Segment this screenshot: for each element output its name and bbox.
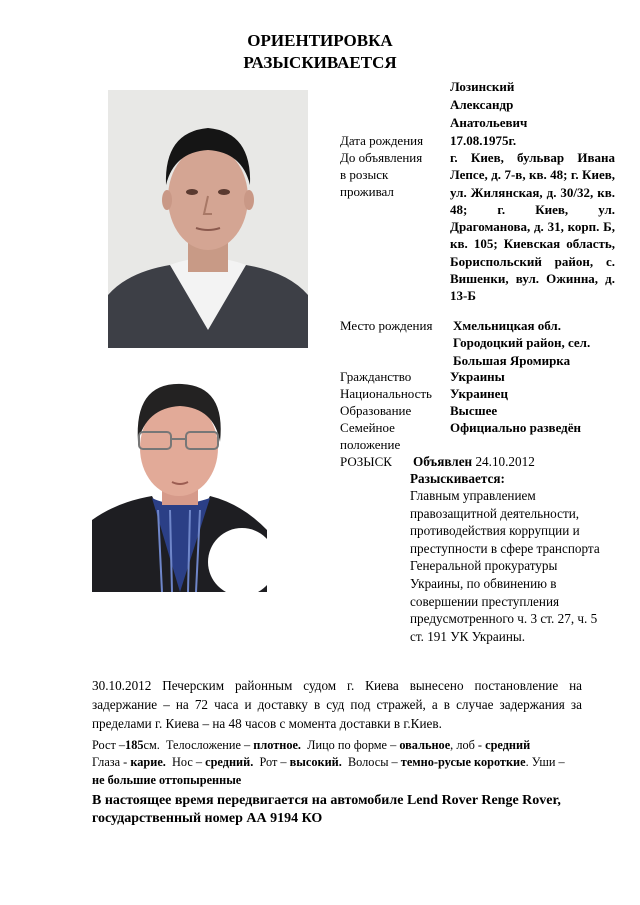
mouth-value: высокий. xyxy=(289,755,342,770)
build-label: Телосложение – xyxy=(165,738,251,752)
height-label: Рост – xyxy=(92,738,126,752)
photo-portrait-2 xyxy=(92,370,267,592)
hair-value: темно-русые короткие xyxy=(400,755,526,770)
birth-date-label: Дата рождения xyxy=(340,133,424,148)
build-value: плотное. xyxy=(253,738,302,752)
document-subtitle: РАЗЫСКИВАЕТСЯ xyxy=(243,53,397,72)
ears-value: не большие оттопыренные xyxy=(92,772,242,787)
physical-description xyxy=(92,737,587,789)
marital-label-2: положение xyxy=(340,437,401,452)
patronymic: Анатольевич xyxy=(450,115,528,130)
nationality-value: Украинец xyxy=(450,386,508,401)
forehead-label: , лоб - xyxy=(450,738,483,752)
marital-value: Официально разведён xyxy=(450,420,582,435)
face-label: Лицо по форме – xyxy=(307,738,397,752)
eyes-value: карие. xyxy=(130,755,166,770)
surname: Лозинский xyxy=(450,79,515,94)
vehicle-text: В настоящее время передвигается на автомобиле Lend Rover Renge Rover, государственный номер АА 9194 КО xyxy=(92,793,561,826)
residence-label-3: проживал xyxy=(340,184,394,199)
marital-label-1: Семейное xyxy=(340,420,395,435)
education-value: Высшее xyxy=(450,403,498,418)
ears-label: . Уши – xyxy=(525,755,565,770)
photo-portrait-1 xyxy=(108,90,308,348)
education-label: Образование xyxy=(340,403,412,418)
face-value: овальное xyxy=(399,738,451,752)
announced-date: 24.10.2012 xyxy=(475,454,535,469)
forehead-value: средний xyxy=(485,738,531,752)
hair-label: Волосы – xyxy=(347,755,398,770)
court-decision-text: 30.10.2012 Печерским районным судом г. Киева вынесено постановление на задержание – на 72 часа и доставку в суд под стражей, а в случае задержания за пределами г. Киева – на 48 часов с момента доставки в г.Киев. xyxy=(92,678,582,731)
mouth-label: Рот – xyxy=(259,755,287,770)
residence-value: г. Киев, бульвар Ивана Лепсе, д. 7-в, кв. 48; г. Киев, ул. Жилянская, д. 30/32, кв. 48; г. Киев, ул. Драгоманова, д. 31, корп. Б, кв. 105; Киевская область, Бориспольский район, с. Вишенки, вул. Ожинна, д. 13-Б xyxy=(450,150,615,304)
residence-label-2: в розыск xyxy=(340,167,389,182)
height-unit: см. xyxy=(143,738,160,752)
birth-place-label: Место рождения xyxy=(340,318,433,333)
document-title: ОРИЕНТИРОВКА xyxy=(247,31,393,50)
first-name: Александр xyxy=(450,97,514,112)
citizenship-label: Гражданство xyxy=(340,369,412,384)
height-value: 185 xyxy=(125,738,144,752)
wanted-label: РОЗЫСК xyxy=(340,454,392,469)
citizenship-value: Украины xyxy=(450,369,505,384)
birth-place-value: Хмельницкая обл. Городоцкий район, сел. Большая Яромирка xyxy=(453,318,591,368)
nationality-label: Национальность xyxy=(340,386,432,401)
nose-value: средний. xyxy=(205,755,254,770)
wanted-by-text: Главным управлением правозащитной деятельности, противодействия коррупции и преступности в сфере транспорта Генеральной прокуратуры Украины, по обвинению в совершении преступления предусмотренного ч. 3 ст. 27, ч. 5 ст. 191 УК Украины. xyxy=(410,488,600,644)
announced-label: Объявлен xyxy=(413,454,473,469)
wanted-by-label: Разыскивается: xyxy=(410,471,505,486)
nose-label: Нос – xyxy=(172,755,203,770)
announced-line xyxy=(413,453,535,470)
birth-date-value: 17.08.1975г. xyxy=(450,133,517,148)
residence-label-1: До объявления xyxy=(340,150,423,165)
eyes-label: Глаза - xyxy=(92,755,128,770)
